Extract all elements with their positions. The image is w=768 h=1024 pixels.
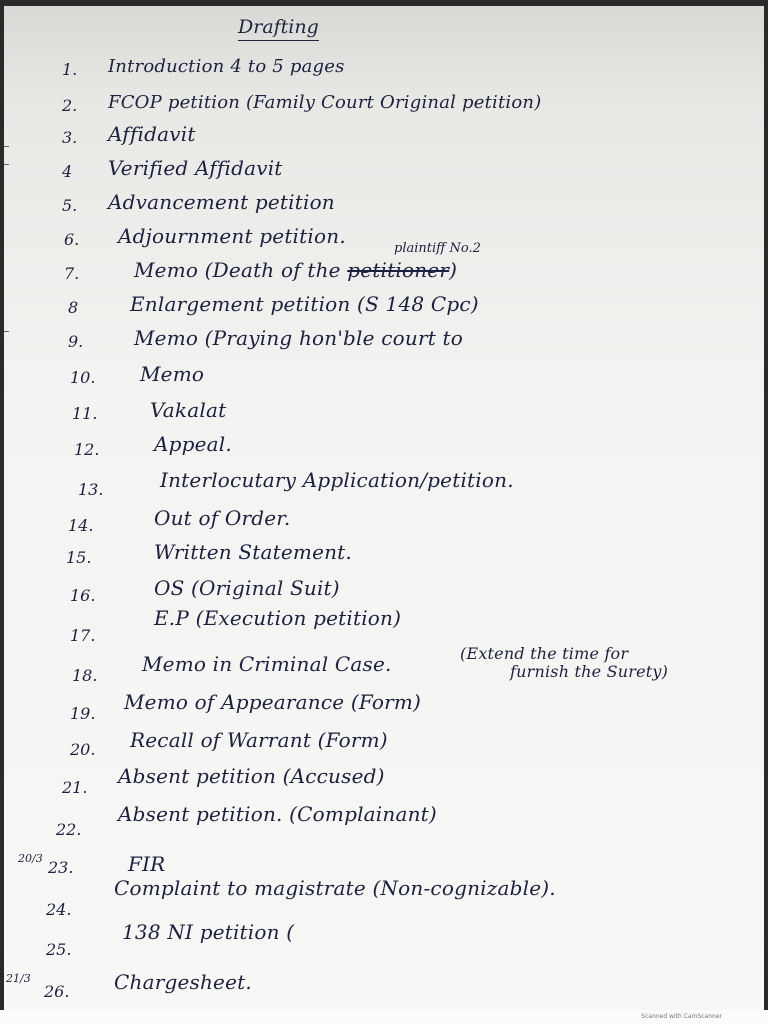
page-title: Drafting	[238, 16, 319, 41]
struck-word: petitioner	[347, 258, 450, 282]
notebook-page: Drafting 1. Introduction 4 to 5 pages 2. FCOP petition (Family Court Original petition) 3. Affidavit 4 Verified Affidavit 5. Advancement petition 6. Adjournment petition. 7. plaintiff No.2 Memo (Death of the petitioner) 8 Enlargement petition (S 148 Cpc) 9. Memo (Praying hon'ble court to 10. Memo 11. Vakalat 12. Appeal. 13. Interlocutary Application/petition. 14. Out of Order. 15. Written Statement. 16. OS (Original Suit) 17. E.P (Execution petition) 18. Memo in Criminal Case. (Extend the time for furnish the Surety) 19. Memo of Appearance (Form) 20. Recall of Warrant (Form) 21. Absent petition (Accused) 22. Absent petition. (Complainant) 20/3 23. FIR 24. Complaint to magistrate (Non-cognizable). 25. 138 NI petition ( 21/3 26. Chargesheet.	[4, 6, 764, 1010]
margin-date: 21/3	[6, 972, 31, 985]
margin-date: 20/3	[18, 852, 43, 865]
edge-mark	[4, 164, 9, 165]
edge-mark	[4, 146, 9, 147]
correction-note: plaintiff No.2	[394, 241, 481, 256]
edge-mark	[4, 331, 9, 332]
scanner-watermark: Scanned with CamScanner	[641, 1013, 722, 1020]
